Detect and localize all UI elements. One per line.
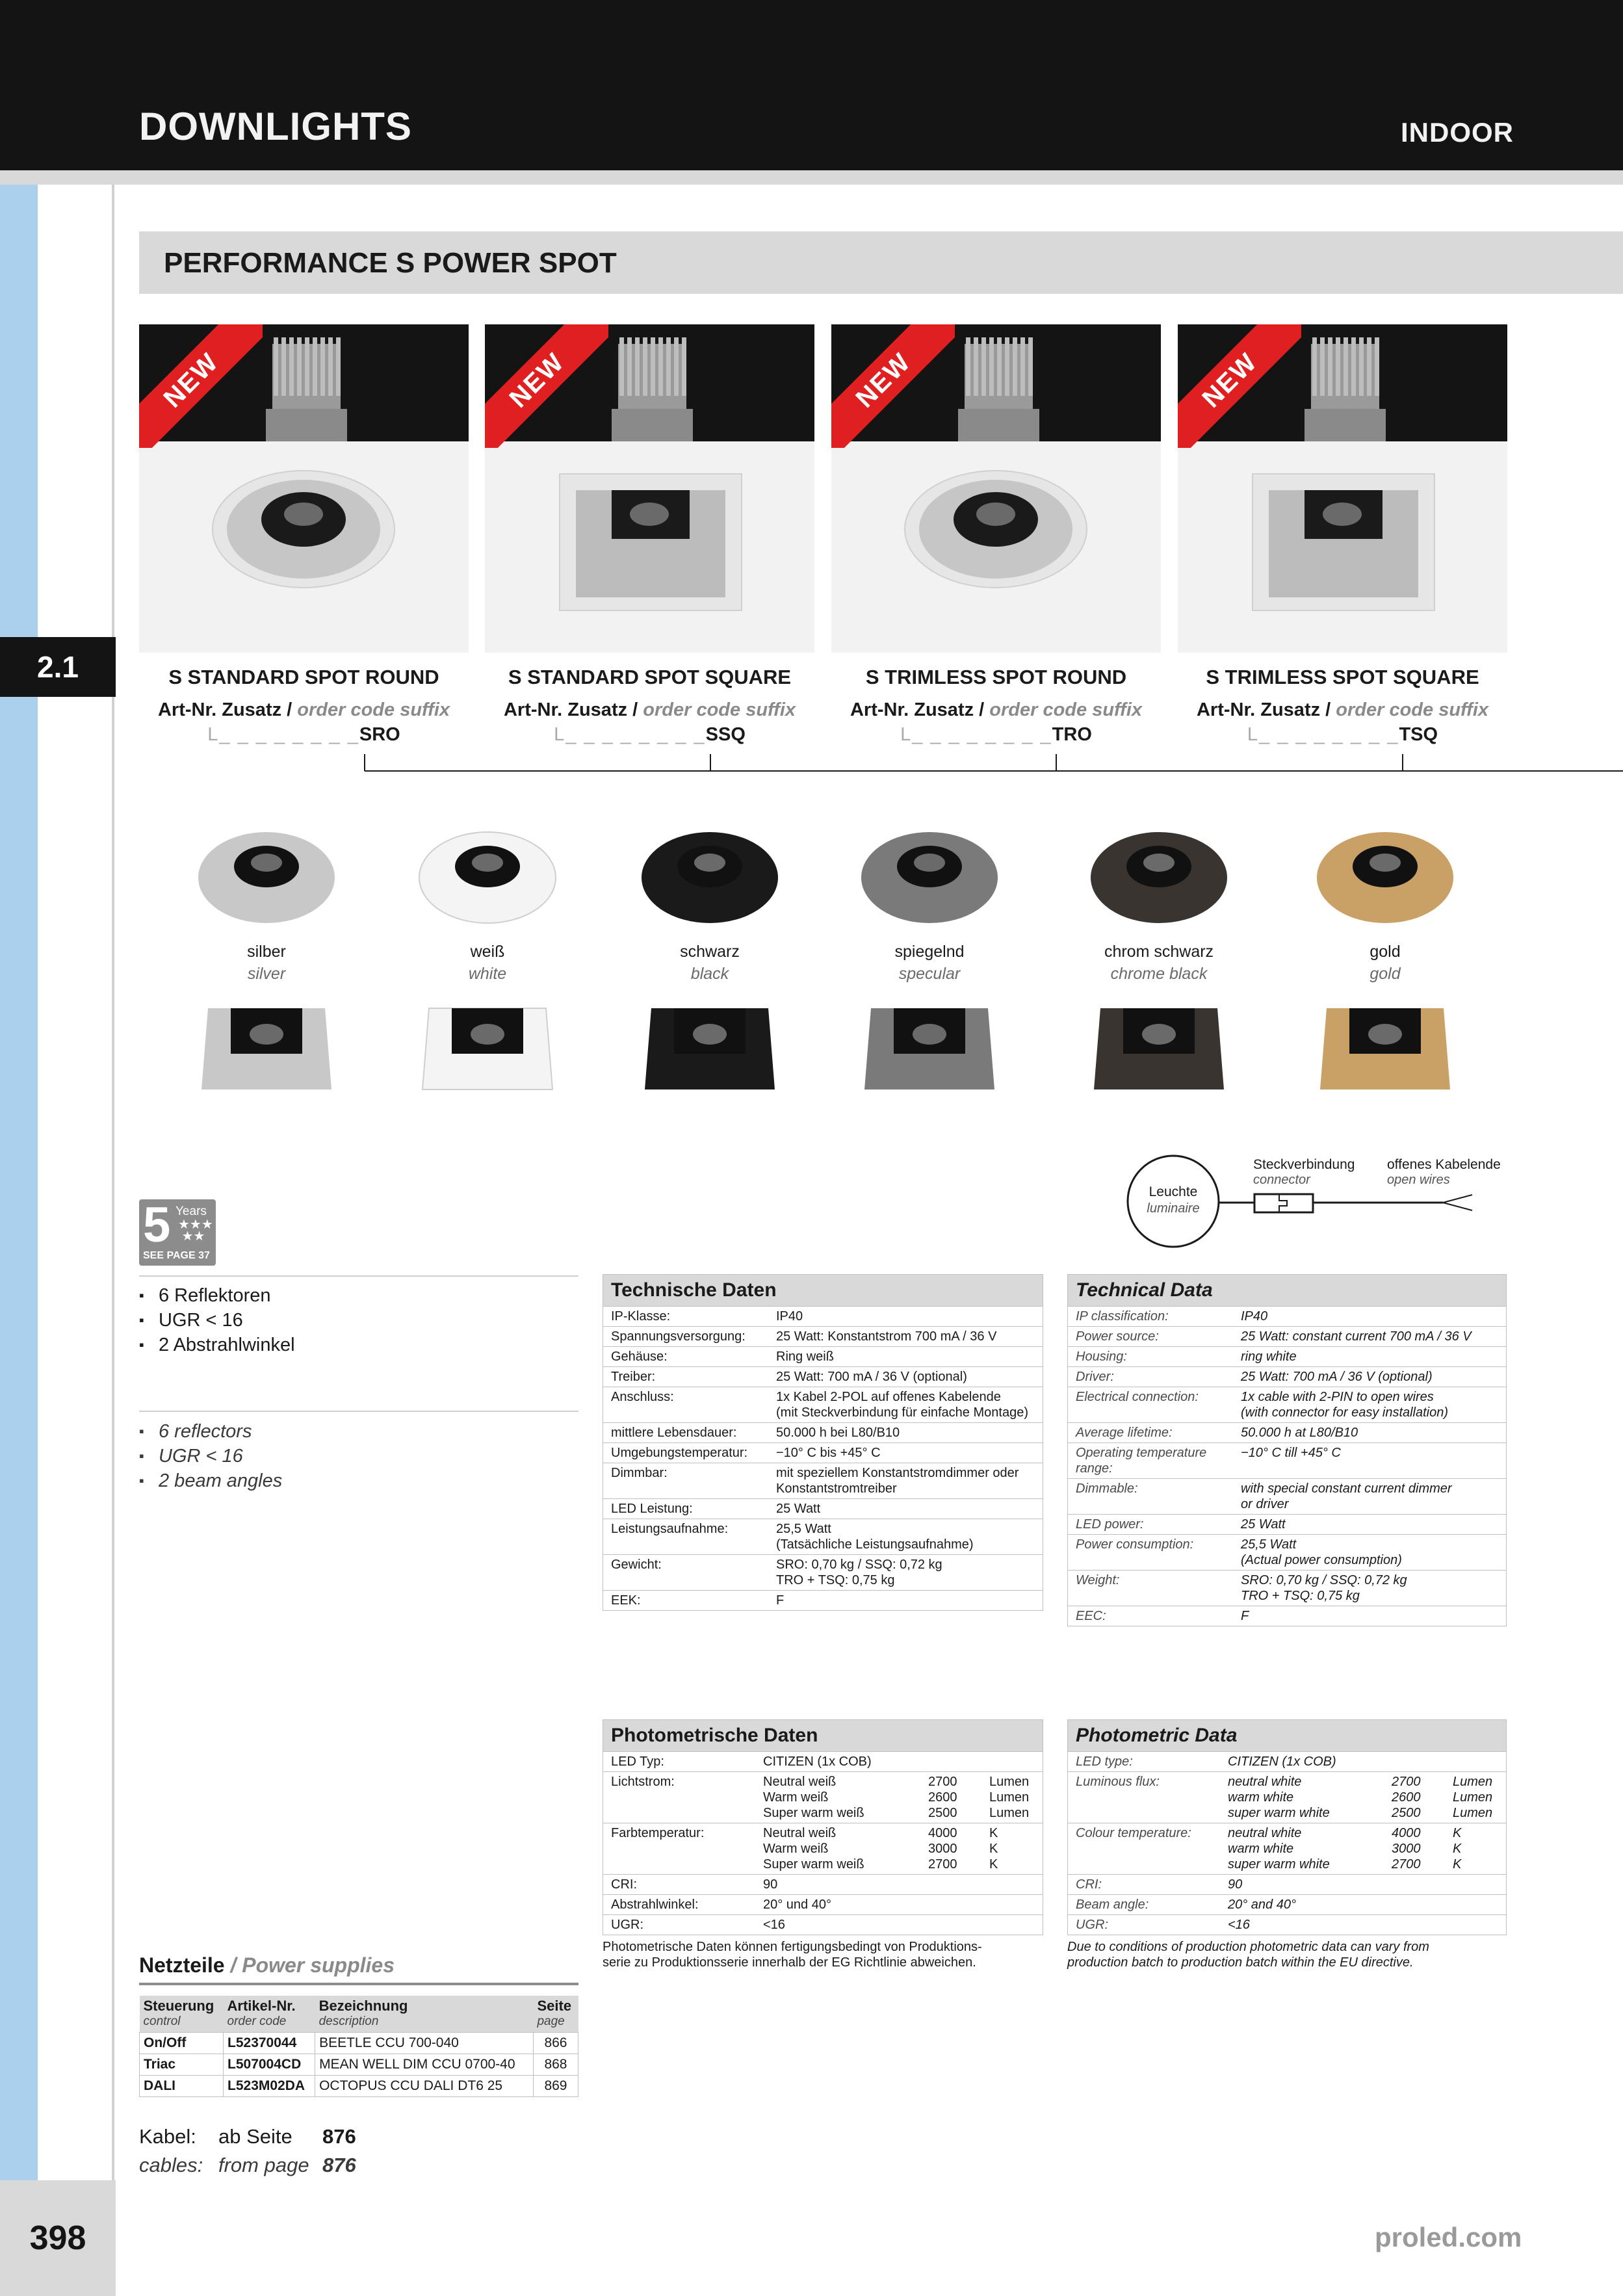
spec-value: F xyxy=(1233,1606,1506,1626)
features-list-en xyxy=(139,1419,568,1493)
diagram-luminaire-label: Leuchte xyxy=(1149,1184,1198,1199)
spec-label: EEC: xyxy=(1068,1606,1233,1626)
order-code-prefix: L_ _ _ _ _ _ _ _ xyxy=(554,724,706,745)
spec-label: Treiber: xyxy=(603,1367,768,1387)
spec-value: 25 Watt xyxy=(1233,1515,1506,1535)
feature-item: ▪ 6 Reflektoren xyxy=(139,1283,568,1308)
spec-value: 50.000 h bei L80/B10 xyxy=(768,1423,1043,1443)
luminous-flux-values: 2700 2600 2500 xyxy=(1384,1772,1445,1823)
spec-label: LED power: xyxy=(1068,1515,1233,1535)
colour-temperature-label: Farbtemperatur: xyxy=(603,1823,755,1875)
spec-value: 25,5 Watt (Tatsächliche Leistungsaufnahme) xyxy=(768,1519,1043,1555)
spec-value: IP40 xyxy=(768,1307,1043,1327)
product-name: S STANDARD SPOT SQUARE xyxy=(508,666,792,688)
order-code-prefix: L_ _ _ _ _ _ _ _ xyxy=(1247,724,1399,745)
table-row xyxy=(1068,1423,1506,1443)
table-frame xyxy=(603,1274,1043,1611)
reflector-name-en: gold xyxy=(1370,965,1401,983)
table-row xyxy=(603,1327,1043,1347)
order-code-label-de: Art-Nr. Zusatz / xyxy=(1196,699,1331,720)
table xyxy=(1068,1275,1506,1626)
spec-label: Electrical connection: xyxy=(1068,1387,1233,1423)
category-label: INDOOR xyxy=(1401,117,1514,148)
table-row xyxy=(603,1555,1043,1591)
table-header-row xyxy=(1068,1275,1506,1307)
table-row xyxy=(1068,1535,1506,1571)
reflector-name-de: schwarz xyxy=(680,943,740,961)
feature-item: ▪ UGR < 16 xyxy=(139,1308,568,1333)
feature-item: ▪ 6 reflectors xyxy=(139,1419,568,1444)
colour-temperature-names: neutral white warm white super warm white xyxy=(1220,1823,1384,1875)
cables-text-de: ab Seite xyxy=(218,2125,292,2148)
divider xyxy=(139,1983,578,1985)
reflector-name-de: chrom schwarz xyxy=(1104,943,1214,961)
order-code-prefix: L_ _ _ _ _ _ _ _ xyxy=(207,724,359,745)
table-row xyxy=(603,1367,1043,1387)
table xyxy=(603,1275,1043,1610)
product-name: S TRIMLESS SPOT SQUARE xyxy=(1206,666,1479,688)
table-row xyxy=(603,1387,1043,1423)
reflector-name-de: weiß xyxy=(470,943,505,961)
column-header-en: order code xyxy=(227,2015,287,2028)
spec-label: LED Leistung: xyxy=(603,1499,768,1519)
table-row xyxy=(1068,1443,1506,1479)
ugr-value: <16 xyxy=(755,1915,1043,1935)
beam-angle-label: Abstrahlwinkel: xyxy=(603,1895,755,1915)
table-row[interactable] xyxy=(140,2033,578,2054)
spec-label: mittlere Lebensdauer: xyxy=(603,1423,768,1443)
luminous-flux-units: Lumen Lumen Lumen xyxy=(981,1772,1043,1823)
table-row xyxy=(1068,1772,1506,1823)
feature-item: ▪ 2 beam angles xyxy=(139,1468,568,1493)
reflector-name-de: gold xyxy=(1370,943,1401,961)
photometric-table-de xyxy=(603,1719,1043,1970)
spec-value: 1x cable with 2-PIN to open wires (with connector for easy installation) xyxy=(1233,1387,1506,1423)
column-header: Steuerung control xyxy=(140,1996,224,2033)
control-type: DALI xyxy=(140,2076,224,2097)
table-title: Technical Data xyxy=(1068,1275,1506,1307)
photometric-table-en xyxy=(1067,1719,1507,1970)
table-row xyxy=(603,1307,1043,1327)
order-code-prefix: L_ _ _ _ _ _ _ _ xyxy=(900,724,1052,745)
column-header: Seite page xyxy=(533,1996,578,2033)
page-title: DOWNLIGHTS xyxy=(139,105,412,148)
table-row xyxy=(603,1423,1043,1443)
table-row xyxy=(603,1752,1043,1772)
beam-angle-value: 20° und 40° xyxy=(755,1895,1043,1915)
cables-page-de[interactable]: 876 xyxy=(322,2125,356,2148)
table-frame xyxy=(1067,1274,1507,1626)
spec-value: 1x Kabel 2-POL auf offenes Kabelende (mit Steckverbindung für einfache Montage) xyxy=(768,1387,1043,1423)
control-type: Triac xyxy=(140,2054,224,2076)
spec-value: with special constant current dimmer or driver xyxy=(1233,1479,1506,1515)
warranty-badge[interactable] xyxy=(139,1199,216,1266)
spec-value: SRO: 0,70 kg / SSQ: 0,72 kg TRO + TSQ: 0,75 kg xyxy=(768,1555,1043,1591)
tech-data-table-en xyxy=(1067,1274,1507,1626)
chapter-tab[interactable]: 2.1 xyxy=(0,637,116,697)
colour-temperature-label: Colour temperature: xyxy=(1068,1823,1220,1875)
page-ref: 866 xyxy=(533,2033,578,2054)
feature-item: ▪ UGR < 16 xyxy=(139,1444,568,1468)
power-supplies-title xyxy=(139,1953,395,1977)
beam-angle-value: 20° and 40° xyxy=(1220,1895,1506,1915)
table-row xyxy=(603,1499,1043,1519)
spec-value: 25,5 Watt (Actual power consumption) xyxy=(1233,1535,1506,1571)
spec-label: Driver: xyxy=(1068,1367,1233,1387)
spec-label: Weight: xyxy=(1068,1571,1233,1606)
power-supplies-table xyxy=(139,1996,578,2097)
spec-label: Umgebungstemperatur: xyxy=(603,1443,768,1463)
table-row xyxy=(603,1772,1043,1823)
spec-value: −10° C till +45° C xyxy=(1233,1443,1506,1479)
reflector-name-en: white xyxy=(468,965,507,983)
table-row xyxy=(1068,1307,1506,1327)
spec-label: Anschluss: xyxy=(603,1387,768,1423)
table-row xyxy=(1068,1875,1506,1895)
diagram-open-label-en: open wires xyxy=(1387,1173,1450,1187)
luminous-flux-values: 2700 2600 2500 xyxy=(920,1772,981,1823)
spec-label: Dimmable: xyxy=(1068,1479,1233,1515)
spec-value: 25 Watt: Konstantstrom 700 mA / 36 V xyxy=(768,1327,1043,1347)
table-header-row xyxy=(603,1720,1043,1752)
spec-label: Housing: xyxy=(1068,1347,1233,1367)
divider xyxy=(139,1411,578,1412)
table-row xyxy=(1068,1367,1506,1387)
divider xyxy=(139,1275,578,1277)
new-badge-label: NEW xyxy=(1178,324,1301,448)
spec-label: Average lifetime: xyxy=(1068,1423,1233,1443)
cri-value: 90 xyxy=(755,1875,1043,1895)
luminous-flux-names: Neutral weiß Warm weiß Super warm weiß xyxy=(755,1772,920,1823)
table-frame xyxy=(1067,1719,1507,1935)
table-row xyxy=(603,1519,1043,1555)
photometric-note: Photometrische Daten können fertigungsbedingt von Produktions- serie zu Produktionsserie innerhalb der EG Richtlinie abweichen. xyxy=(603,1940,982,1970)
led-type-value: CITIZEN (1x COB) xyxy=(755,1752,1043,1772)
spec-label: Leistungsaufnahme: xyxy=(603,1519,768,1555)
spec-label: Gehäuse: xyxy=(603,1347,768,1367)
spec-value: F xyxy=(768,1591,1043,1611)
table-row xyxy=(603,1443,1043,1463)
order-code: L52370044 xyxy=(224,2033,315,2054)
warranty-years-label: Years xyxy=(175,1205,207,1218)
reflector-name-en: silver xyxy=(247,965,286,983)
column-header-en: description xyxy=(318,2015,379,2028)
reflector-square-gold[interactable] xyxy=(1314,1005,1457,1093)
column-header: Artikel-Nr. order code xyxy=(224,1996,315,2033)
table-row xyxy=(603,1591,1043,1611)
spec-value: Ring weiß xyxy=(768,1347,1043,1367)
order-code-suffix: SSQ xyxy=(705,724,746,745)
reflector-round-chrome-black[interactable] xyxy=(1087,829,1230,926)
led-type-label: LED Typ: xyxy=(603,1752,755,1772)
table-row xyxy=(1068,1823,1506,1875)
reflector-square-silver[interactable] xyxy=(195,1005,338,1093)
feature-item: ▪ 2 Abstrahlwinkel xyxy=(139,1333,568,1357)
table-row xyxy=(1068,1895,1506,1915)
spec-value: mit speziellem Konstantstromdimmer oder Konstantstromtreiber xyxy=(768,1463,1043,1499)
table-row[interactable] xyxy=(140,2054,578,2076)
table xyxy=(1068,1720,1506,1935)
product-name: S STANDARD SPOT ROUND xyxy=(168,666,439,688)
reflector-name-en: black xyxy=(690,965,729,983)
table-row xyxy=(1068,1606,1506,1626)
suffix-bracket-lines xyxy=(0,0,1623,845)
order-code-suffix: TRO xyxy=(1052,724,1092,745)
diagram-luminaire-label-en: luminaire xyxy=(1147,1201,1200,1216)
table-row xyxy=(1068,1915,1506,1935)
table-row xyxy=(1068,1752,1506,1772)
new-badge-label: NEW xyxy=(831,324,955,448)
table-row xyxy=(1068,1387,1506,1423)
tech-data-table-de xyxy=(603,1274,1043,1611)
spec-label: IP classification: xyxy=(1068,1307,1233,1327)
ugr-value: <16 xyxy=(1220,1915,1506,1935)
table-row xyxy=(1068,1347,1506,1367)
reflector-round-gold[interactable] xyxy=(1314,829,1457,926)
table-row xyxy=(1068,1479,1506,1515)
page-ref: 868 xyxy=(533,2054,578,2076)
led-type-label: LED type: xyxy=(1068,1752,1220,1772)
reflector-name-de: spiegelnd xyxy=(894,943,965,961)
order-code-label-en: order code suffix xyxy=(989,699,1143,720)
ugr-label: UGR: xyxy=(603,1915,755,1935)
colour-temperature-values: 4000 3000 2700 xyxy=(920,1823,981,1875)
spec-label: Gewicht: xyxy=(603,1555,768,1591)
power-supplies-title-de: Netzteile xyxy=(139,1953,225,1977)
cri-label: CRI: xyxy=(1068,1875,1220,1895)
luminous-flux-label: Lichtstrom: xyxy=(603,1772,755,1823)
spec-label: Operating temperature range: xyxy=(1068,1443,1233,1479)
column-header: Bezeichnung description xyxy=(315,1996,534,2033)
reflector-round-specular[interactable] xyxy=(858,829,1001,926)
control-type: On/Off xyxy=(140,2033,224,2054)
page-ref: 869 xyxy=(533,2076,578,2097)
diagram-connector-label-en: connector xyxy=(1253,1173,1310,1187)
reflector-name-en: chrome black xyxy=(1110,965,1208,983)
features-list-de xyxy=(139,1283,568,1357)
reflector-round-silver[interactable] xyxy=(195,829,338,926)
colour-temperature-names: Neutral weiß Warm weiß Super warm weiß xyxy=(755,1823,920,1875)
colour-temperature-units: K K K xyxy=(1445,1823,1506,1875)
spec-label: EEK: xyxy=(603,1591,768,1611)
description: MEAN WELL DIM CCU 0700-40 xyxy=(315,2054,534,2076)
spec-value: 50.000 h at L80/B10 xyxy=(1233,1423,1506,1443)
order-code-label-en: order code suffix xyxy=(297,699,450,720)
order-code-label-de: Art-Nr. Zusatz / xyxy=(850,699,985,720)
spec-value: 25 Watt: constant current 700 mA / 36 V xyxy=(1233,1327,1506,1347)
cables-text-en: from page xyxy=(218,2154,309,2176)
spec-label: Dimmbar: xyxy=(603,1463,768,1499)
table-header-row xyxy=(140,1996,578,2033)
cri-label: CRI: xyxy=(603,1875,755,1895)
section-title: PERFORMANCE S POWER SPOT xyxy=(164,247,617,279)
table-title: Photometrische Daten xyxy=(603,1720,1043,1752)
spec-label: Spannungsversorgung: xyxy=(603,1327,768,1347)
table-row xyxy=(603,1915,1043,1935)
table-title: Technische Daten xyxy=(603,1275,1043,1307)
spec-label: Power consumption: xyxy=(1068,1535,1233,1571)
order-code-suffix: SRO xyxy=(359,724,400,745)
table xyxy=(139,1996,578,2097)
table-row xyxy=(603,1875,1043,1895)
order-code-label-de: Art-Nr. Zusatz / xyxy=(503,699,638,720)
led-type-value: CITIZEN (1x COB) xyxy=(1220,1752,1506,1772)
order-code: L507004CD xyxy=(224,2054,315,2076)
column-header-en: page xyxy=(537,2015,565,2028)
table-title: Photometric Data xyxy=(1068,1720,1506,1752)
colour-temperature-values: 4000 3000 2700 xyxy=(1384,1823,1445,1875)
ugr-label: UGR: xyxy=(1068,1915,1220,1935)
brand-footer[interactable]: proled.com xyxy=(1375,2222,1522,2252)
table-row xyxy=(1068,1327,1506,1347)
reflector-square-chrome-black[interactable] xyxy=(1087,1005,1230,1093)
spec-value: SRO: 0,70 kg / SSQ: 0,72 kg TRO + TSQ: 0,75 kg xyxy=(1233,1571,1506,1606)
reflector-name-de: silber xyxy=(247,943,286,961)
cables-page-en[interactable]: 876 xyxy=(322,2154,356,2176)
colour-temperature-units: K K K xyxy=(981,1823,1043,1875)
reflector-round-white[interactable] xyxy=(416,829,559,926)
table-frame xyxy=(603,1719,1043,1935)
table-header-row xyxy=(603,1275,1043,1307)
star-icon: ★★★ ★★ xyxy=(178,1218,213,1244)
spec-label: IP-Klasse: xyxy=(603,1307,768,1327)
luminous-flux-names: neutral white warm white super warm white xyxy=(1220,1772,1384,1823)
reflector-round-black[interactable] xyxy=(638,829,781,926)
table-row xyxy=(1068,1571,1506,1606)
reflector-name-en: specular xyxy=(898,965,961,983)
order-code-suffix: TSQ xyxy=(1399,724,1438,745)
page-number: 398 xyxy=(0,2180,116,2296)
order-code-label-de: Art-Nr. Zusatz / xyxy=(157,699,292,720)
reflector-square-specular[interactable] xyxy=(858,1005,1001,1093)
table-row xyxy=(603,1895,1043,1915)
spec-value: 25 Watt: 700 mA / 36 V (optional) xyxy=(768,1367,1043,1387)
reflector-square-white[interactable] xyxy=(416,1005,559,1093)
spec-label: Power source: xyxy=(1068,1327,1233,1347)
table-row xyxy=(603,1347,1043,1367)
new-badge-label: NEW xyxy=(485,324,608,448)
photometric-note: Due to conditions of production photometric data can vary from production batch to production batch within the EU directive. xyxy=(1067,1940,1429,1970)
spec-value: ring white xyxy=(1233,1347,1506,1367)
luminous-flux-units: Lumen Lumen Lumen xyxy=(1445,1772,1506,1823)
column-header-en: control xyxy=(143,2015,181,2028)
spec-value: 25 Watt: 700 mA / 36 V (optional) xyxy=(1233,1367,1506,1387)
description: BEETLE CCU 700-040 xyxy=(315,2033,534,2054)
beam-angle-label: Beam angle: xyxy=(1068,1895,1220,1915)
order-code: L523M02DA xyxy=(224,2076,315,2097)
table xyxy=(603,1720,1043,1935)
warranty-see-page: SEE PAGE 37 xyxy=(143,1250,210,1261)
luminous-flux-label: Luminous flux: xyxy=(1068,1772,1220,1823)
cri-value: 90 xyxy=(1220,1875,1506,1895)
spec-value: −10° C bis +45° C xyxy=(768,1443,1043,1463)
cables-reference xyxy=(139,2122,356,2180)
table-row[interactable] xyxy=(140,2076,578,2097)
new-badge-label: NEW xyxy=(139,324,263,448)
cables-label-en: cables: xyxy=(139,2154,203,2176)
spec-value: 25 Watt xyxy=(768,1499,1043,1519)
order-code-label-en: order code suffix xyxy=(643,699,796,720)
table-header-row xyxy=(1068,1720,1506,1752)
reflector-square-black[interactable] xyxy=(638,1005,781,1093)
product-name: S TRIMLESS SPOT ROUND xyxy=(865,666,1127,688)
table-row xyxy=(603,1823,1043,1875)
warranty-years-number: 5 xyxy=(143,1197,171,1253)
table-row xyxy=(1068,1515,1506,1535)
spec-value: IP40 xyxy=(1233,1307,1506,1327)
power-supplies-title-en: / Power supplies xyxy=(230,1953,395,1977)
description: OCTOPUS CCU DALI DT6 25 xyxy=(315,2076,534,2097)
cables-label-de: Kabel: xyxy=(139,2125,196,2148)
table-row xyxy=(603,1463,1043,1499)
diagram-connector-label: Steckverbindung xyxy=(1253,1157,1355,1172)
diagram-open-label: offenes Kabelende xyxy=(1387,1157,1501,1172)
order-code-label-en: order code suffix xyxy=(1336,699,1489,720)
